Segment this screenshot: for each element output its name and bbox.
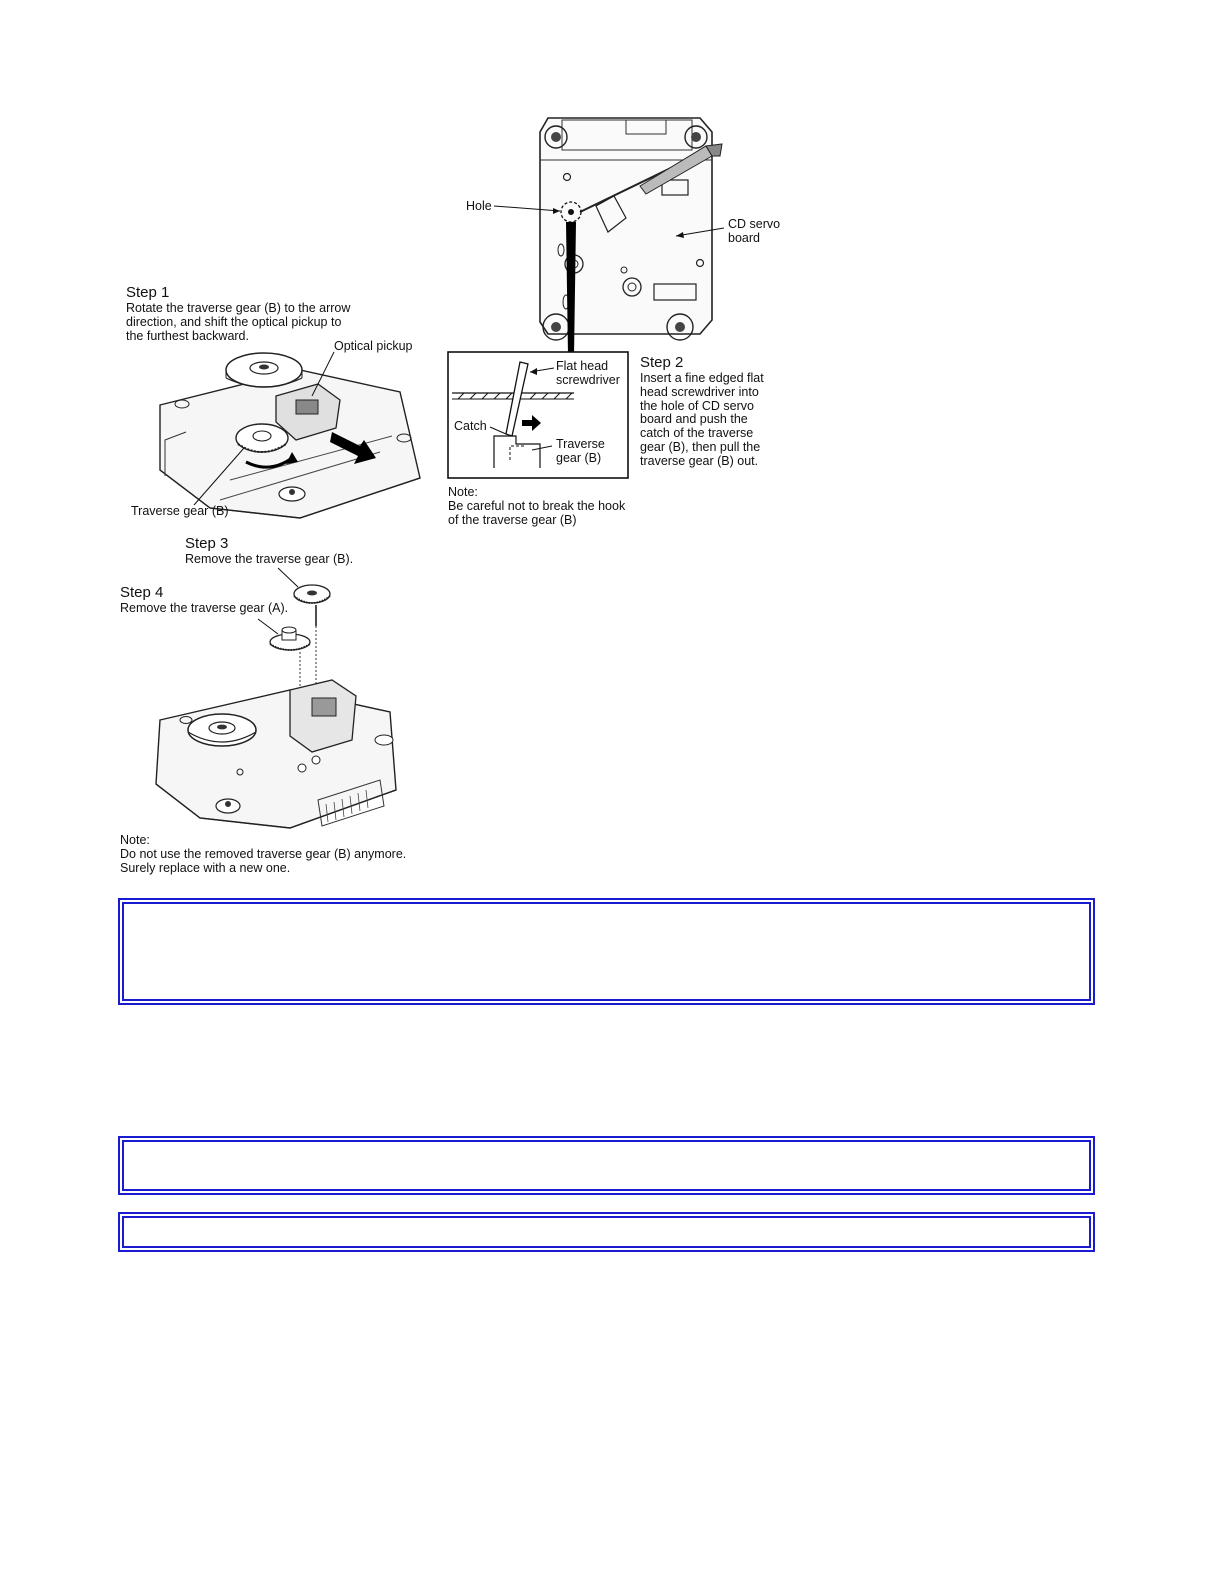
blue-frame-medium xyxy=(118,1136,1095,1195)
step2-text: Insert a fine edged flat head screwdriver into the hole of CD servo board and push the catch of the traverse gear (B), then pull the traverse gear (B) out. xyxy=(640,371,764,468)
optical-pickup-label: Optical pickup xyxy=(334,339,413,353)
hole-label: Hole xyxy=(466,199,492,213)
step4-text: Remove the traverse gear (A). xyxy=(120,601,289,615)
step3-title: Step 3 xyxy=(185,535,229,552)
traverse-gear-b-label: Traverse gear (B) xyxy=(131,504,229,518)
blue-frame-large xyxy=(118,898,1095,1005)
step2-title: Step 2 xyxy=(640,354,684,371)
flat-head-screwdriver-label: Flat head screwdriver xyxy=(556,359,620,387)
step1-text: Rotate the traverse gear (B) to the arrow direction, and shift the optical pickup to the furthest backward. xyxy=(126,301,351,343)
step3-text: Remove the traverse gear (B). xyxy=(185,552,354,566)
step1-title: Step 1 xyxy=(126,284,170,301)
right-note: Note: Be careful not to break the hook of the traverse gear (B) xyxy=(448,485,626,527)
cd-servo-board-label: CD servo board xyxy=(728,217,781,245)
blue-frame-small xyxy=(118,1212,1095,1252)
traverse-gear-b-inset-label: Traverse gear (B) xyxy=(556,437,605,465)
catch-label: Catch xyxy=(454,419,487,433)
step4-title: Step 4 xyxy=(120,584,164,601)
left-note: Note: Do not use the removed traverse gear (B) anymore. Surely replace with a new one. xyxy=(120,833,407,875)
